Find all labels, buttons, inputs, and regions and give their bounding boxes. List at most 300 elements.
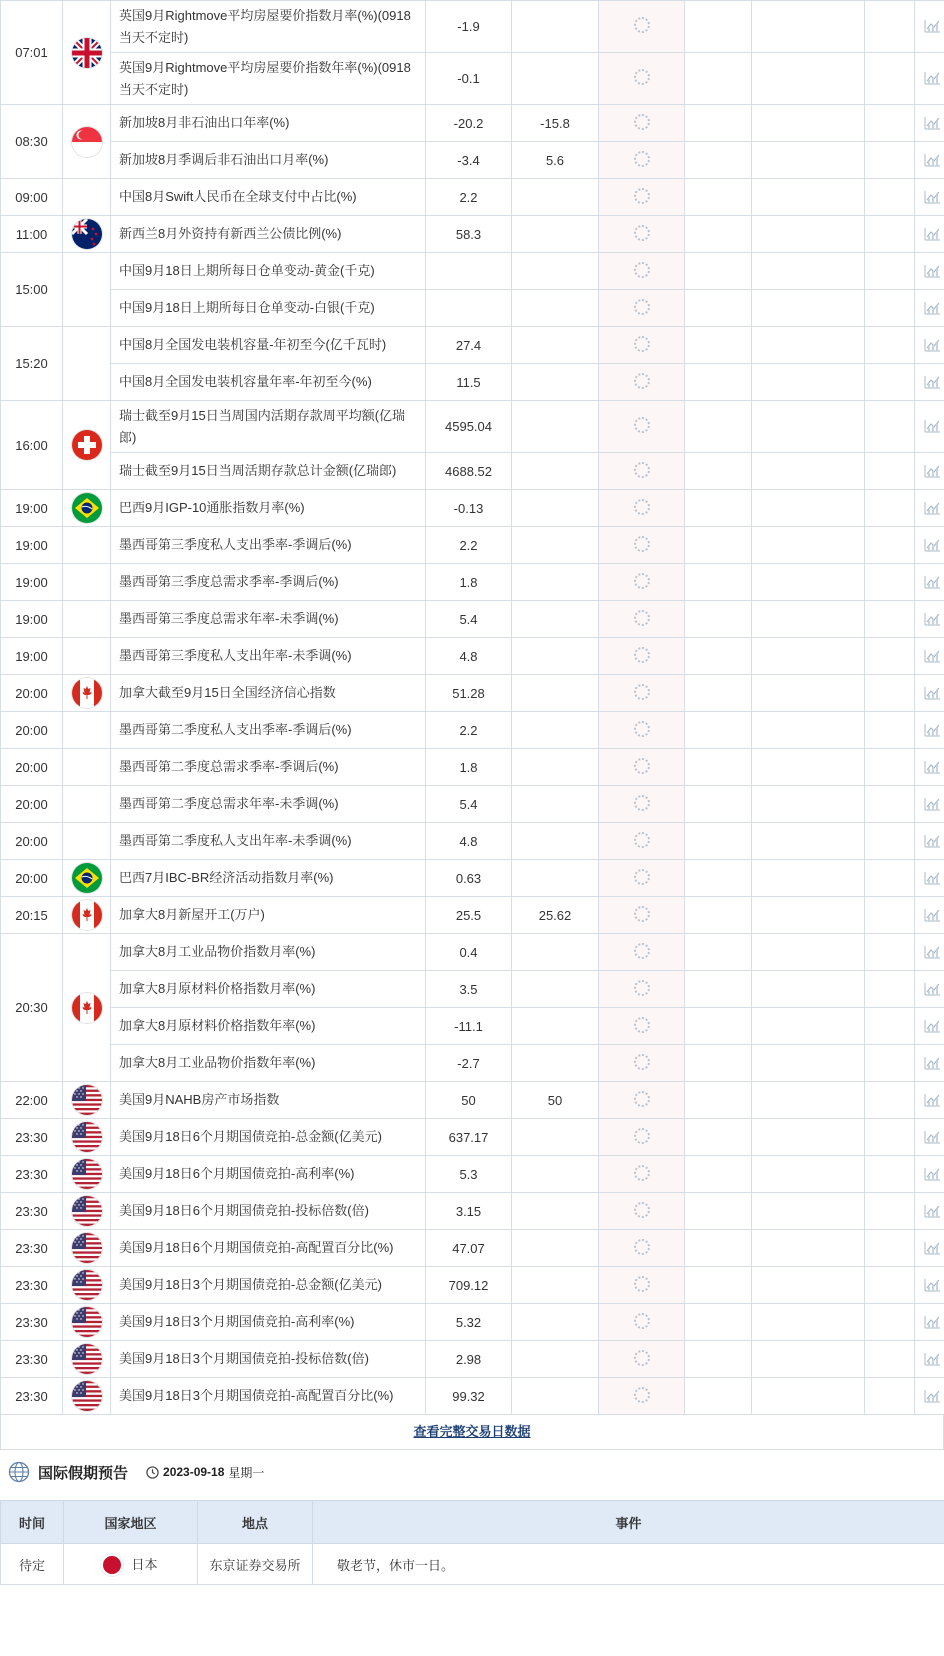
- event-row: [1, 453, 944, 490]
- event-time: 19:00: [1, 601, 63, 638]
- forecast-value: -15.8: [512, 105, 599, 142]
- previous-value: -2.7: [426, 1045, 512, 1082]
- new-zealand-flag-icon: [72, 219, 102, 249]
- country-flag-cell: [63, 897, 111, 934]
- interpretation-cell: [752, 1008, 865, 1045]
- chart-cell: [915, 1045, 944, 1082]
- chart-icon[interactable]: [923, 831, 941, 849]
- impact-cell: [685, 142, 752, 179]
- chart-icon[interactable]: [923, 16, 941, 34]
- impact-cell: [685, 712, 752, 749]
- interpretation-cell: [752, 490, 865, 527]
- indicator-name[interactable]: 墨西哥第三季度总需求年率-未季调(%): [111, 601, 426, 638]
- stars-cell: [865, 1304, 915, 1341]
- indicator-name[interactable]: 美国9月18日3个月期国债竞拍-投标倍数(倍): [111, 1341, 426, 1378]
- chart-cell: [915, 712, 944, 749]
- interpretation-cell: [752, 216, 865, 253]
- chart-icon[interactable]: [923, 1016, 941, 1034]
- country-flag-cell: [63, 823, 111, 860]
- chart-cell: [915, 453, 944, 490]
- loading-spinner-icon: [634, 795, 650, 811]
- country-flag-cell: [63, 327, 111, 401]
- indicator-name[interactable]: 中国8月全国发电装机容量年率-年初至今(%): [111, 364, 426, 401]
- chart-cell: [915, 53, 944, 105]
- previous-value: 1.8: [426, 749, 512, 786]
- impact-cell: [685, 290, 752, 327]
- loading-spinner-icon: [634, 610, 650, 626]
- actual-value-loading: [599, 712, 685, 749]
- forecast-value: [512, 601, 599, 638]
- chart-icon[interactable]: [923, 335, 941, 353]
- loading-spinner-icon: [634, 1350, 650, 1366]
- holiday-country-cell: [64, 1544, 198, 1585]
- country-flag-cell: [63, 179, 111, 216]
- chart-icon[interactable]: [923, 224, 941, 242]
- holiday-row: [1, 1544, 944, 1585]
- chart-icon[interactable]: [923, 1312, 941, 1330]
- impact-cell: [685, 179, 752, 216]
- chart-icon[interactable]: [923, 498, 941, 516]
- stars-cell: [865, 490, 915, 527]
- event-row: [1, 1119, 944, 1156]
- previous-value: 47.07: [426, 1230, 512, 1267]
- chart-cell: [915, 105, 944, 142]
- interpretation-cell: [752, 675, 865, 712]
- actual-value-loading: [599, 490, 685, 527]
- actual-value-loading: [599, 564, 685, 601]
- indicator-name[interactable]: 英国9月Rightmove平均房屋要价指数年率(%)(0918当天不定时): [111, 53, 426, 105]
- indicator-name[interactable]: 中国8月Swift人民币在全球支付中占比(%): [111, 179, 426, 216]
- chart-cell: [915, 1193, 944, 1230]
- actual-value-loading: [599, 786, 685, 823]
- previous-value: -0.1: [426, 53, 512, 105]
- stars-cell: [865, 327, 915, 364]
- usa-flag-icon: [72, 1270, 102, 1300]
- previous-value: -20.2: [426, 105, 512, 142]
- forecast-value: [512, 253, 599, 290]
- chart-cell: [915, 601, 944, 638]
- forecast-value: [512, 490, 599, 527]
- actual-value-loading: [599, 934, 685, 971]
- chart-icon[interactable]: [923, 572, 941, 590]
- impact-cell: [685, 1, 752, 53]
- chart-icon[interactable]: [923, 1386, 941, 1404]
- previous-value: 5.4: [426, 601, 512, 638]
- forecast-value: [512, 216, 599, 253]
- chart-cell: [915, 1082, 944, 1119]
- event-time: 23:30: [1, 1267, 63, 1304]
- indicator-name[interactable]: 墨西哥第二季度私人支出季率-季调后(%): [111, 712, 426, 749]
- actual-value-loading: [599, 601, 685, 638]
- event-row: [1, 1267, 944, 1304]
- interpretation-cell: [752, 1119, 865, 1156]
- stars-cell: [865, 601, 915, 638]
- indicator-name[interactable]: 加拿大8月原材料价格指数年率(%): [111, 1008, 426, 1045]
- brazil-flag-icon: [72, 493, 102, 523]
- forecast-value: [512, 1378, 599, 1415]
- impact-cell: [685, 1082, 752, 1119]
- impact-cell: [685, 1304, 752, 1341]
- forecast-value: [512, 327, 599, 364]
- chart-icon[interactable]: [923, 1127, 941, 1145]
- event-row: [1, 490, 944, 527]
- impact-cell: [685, 105, 752, 142]
- chart-icon[interactable]: [923, 261, 941, 279]
- indicator-name[interactable]: 美国9月18日3个月期国债竞拍-高利率(%): [111, 1304, 426, 1341]
- loading-spinner-icon: [634, 647, 650, 663]
- indicator-name[interactable]: 加拿大8月工业品物价指数年率(%): [111, 1045, 426, 1082]
- loading-spinner-icon: [634, 1239, 650, 1255]
- interpretation-cell: [752, 1193, 865, 1230]
- holiday-col-event: 事件: [313, 1501, 944, 1544]
- previous-value: -0.13: [426, 490, 512, 527]
- loading-spinner-icon: [634, 721, 650, 737]
- chart-icon[interactable]: [923, 1238, 941, 1256]
- loading-spinner-icon: [634, 980, 650, 996]
- indicator-name[interactable]: 美国9月18日6个月期国债竞拍-总金额(亿美元): [111, 1119, 426, 1156]
- impact-cell: [685, 364, 752, 401]
- forecast-value: [512, 290, 599, 327]
- chart-icon[interactable]: [923, 298, 941, 316]
- chart-cell: [915, 327, 944, 364]
- stars-cell: [865, 934, 915, 971]
- loading-spinner-icon: [634, 225, 650, 241]
- holiday-place: 东京证券交易所: [198, 1544, 313, 1585]
- event-time: 11:00: [1, 216, 63, 253]
- impact-cell: [685, 897, 752, 934]
- indicator-name[interactable]: 美国9月NAHB房产市场指数: [111, 1082, 426, 1119]
- country-flag-cell: [63, 216, 111, 253]
- previous-value: 3.5: [426, 971, 512, 1008]
- actual-value-loading: [599, 749, 685, 786]
- interpretation-cell: [752, 1082, 865, 1119]
- loading-spinner-icon: [634, 1165, 650, 1181]
- chart-cell: [915, 860, 944, 897]
- actual-value-loading: [599, 1, 685, 53]
- loading-spinner-icon: [634, 1017, 650, 1033]
- chart-icon[interactable]: [923, 150, 941, 168]
- forecast-value: [512, 1341, 599, 1378]
- stars-cell: [865, 638, 915, 675]
- actual-value-loading: [599, 253, 685, 290]
- chart-icon[interactable]: [923, 1201, 941, 1219]
- holiday-weekday: 星期一: [228, 1465, 265, 1480]
- actual-value-loading: [599, 897, 685, 934]
- country-flag-cell: [63, 860, 111, 897]
- chart-icon[interactable]: [923, 461, 941, 479]
- interpretation-cell: [752, 142, 865, 179]
- loading-spinner-icon: [634, 462, 650, 478]
- chart-cell: [915, 749, 944, 786]
- indicator-name[interactable]: 墨西哥第三季度私人支出年率-未季调(%): [111, 638, 426, 675]
- chart-icon[interactable]: [923, 1164, 941, 1182]
- country-flag-cell: [63, 1230, 111, 1267]
- stars-cell: [865, 564, 915, 601]
- indicator-name[interactable]: 美国9月18日3个月期国债竞拍-总金额(亿美元): [111, 1267, 426, 1304]
- country-flag-cell: [63, 712, 111, 749]
- interpretation-cell: [752, 749, 865, 786]
- indicator-name[interactable]: 墨西哥第三季度私人支出季率-季调后(%): [111, 527, 426, 564]
- chart-icon[interactable]: [923, 1053, 941, 1071]
- event-row: [1, 897, 944, 934]
- indicator-name[interactable]: 巴西7月IBC-BR经济活动指数月率(%): [111, 860, 426, 897]
- chart-cell: [915, 1378, 944, 1415]
- actual-value-loading: [599, 1193, 685, 1230]
- chart-icon[interactable]: [923, 1090, 941, 1108]
- indicator-name[interactable]: 巴西9月IGP-10通胀指数月率(%): [111, 490, 426, 527]
- forecast-value: [512, 1, 599, 53]
- impact-cell: [685, 1341, 752, 1378]
- more-data-row: [0, 1415, 944, 1450]
- indicator-name[interactable]: 墨西哥第二季度私人支出年率-未季调(%): [111, 823, 426, 860]
- loading-spinner-icon: [634, 1313, 650, 1329]
- country-flag-cell: [63, 1341, 111, 1378]
- chart-icon[interactable]: [923, 535, 941, 553]
- interpretation-cell: [752, 1, 865, 53]
- impact-cell: [685, 564, 752, 601]
- chart-icon[interactable]: [923, 720, 941, 738]
- event-row: [1, 105, 944, 142]
- interpretation-cell: [752, 601, 865, 638]
- indicator-name[interactable]: 加拿大8月新屋开工(万户): [111, 897, 426, 934]
- event-time: 20:00: [1, 823, 63, 860]
- indicator-name[interactable]: 加拿大8月工业品物价指数月率(%): [111, 934, 426, 971]
- country-flag-cell: [63, 564, 111, 601]
- actual-value-loading: [599, 105, 685, 142]
- forecast-value: [512, 527, 599, 564]
- interpretation-cell: [752, 860, 865, 897]
- indicator-name[interactable]: 瑞士截至9月15日当周国内活期存款周平均额(亿瑞郎): [111, 401, 426, 453]
- indicator-name[interactable]: 加拿大8月原材料价格指数月率(%): [111, 971, 426, 1008]
- interpretation-cell: [752, 453, 865, 490]
- loading-spinner-icon: [634, 336, 650, 352]
- loading-spinner-icon: [634, 1387, 650, 1403]
- previous-value: [426, 253, 512, 290]
- stars-cell: [865, 1082, 915, 1119]
- impact-cell: [685, 1008, 752, 1045]
- indicator-name[interactable]: 新加坡8月非石油出口年率(%): [111, 105, 426, 142]
- event-time: 09:00: [1, 179, 63, 216]
- event-time: 20:00: [1, 712, 63, 749]
- indicator-name[interactable]: 中国9月18日上期所每日仓单变动-黄金(千克): [111, 253, 426, 290]
- chart-cell: [915, 1119, 944, 1156]
- indicator-name[interactable]: 中国8月全国发电装机容量-年初至今(亿千瓦时): [111, 327, 426, 364]
- event-row: [1, 1378, 944, 1415]
- actual-value-loading: [599, 1304, 685, 1341]
- previous-value: -1.9: [426, 1, 512, 53]
- chart-cell: [915, 364, 944, 401]
- actual-value-loading: [599, 401, 685, 453]
- stars-cell: [865, 1045, 915, 1082]
- impact-cell: [685, 971, 752, 1008]
- event-time: 20:00: [1, 749, 63, 786]
- chart-icon[interactable]: [923, 757, 941, 775]
- chart-cell: [915, 897, 944, 934]
- previous-value: 25.5: [426, 897, 512, 934]
- previous-value: 5.32: [426, 1304, 512, 1341]
- forecast-value: [512, 712, 599, 749]
- interpretation-cell: [752, 179, 865, 216]
- chart-icon[interactable]: [923, 794, 941, 812]
- event-time: 20:00: [1, 786, 63, 823]
- indicator-name[interactable]: 墨西哥第二季度总需求季率-季调后(%): [111, 749, 426, 786]
- chart-icon[interactable]: [923, 187, 941, 205]
- loading-spinner-icon: [634, 188, 650, 204]
- impact-cell: [685, 527, 752, 564]
- interpretation-cell: [752, 1156, 865, 1193]
- actual-value-loading: [599, 327, 685, 364]
- interpretation-cell: [752, 712, 865, 749]
- forecast-value: [512, 860, 599, 897]
- interpretation-cell: [752, 1045, 865, 1082]
- indicator-name[interactable]: 美国9月18日6个月期国债竞拍-投标倍数(倍): [111, 1193, 426, 1230]
- event-time: 15:20: [1, 327, 63, 401]
- chart-icon[interactable]: [923, 905, 941, 923]
- forecast-value: [512, 1119, 599, 1156]
- country-flag-cell: [63, 934, 111, 1082]
- indicator-name[interactable]: 加拿大截至9月15日全国经济信心指数: [111, 675, 426, 712]
- event-row: [1, 1341, 944, 1378]
- impact-cell: [685, 1119, 752, 1156]
- impact-cell: [685, 1156, 752, 1193]
- chart-cell: [915, 401, 944, 453]
- event-time: 23:30: [1, 1378, 63, 1415]
- loading-spinner-icon: [634, 758, 650, 774]
- actual-value-loading: [599, 1156, 685, 1193]
- event-row: [1, 601, 944, 638]
- previous-value: 637.17: [426, 1119, 512, 1156]
- forecast-value: 50: [512, 1082, 599, 1119]
- indicator-name[interactable]: 英国9月Rightmove平均房屋要价指数月率(%)(0918当天不定时): [111, 1, 426, 53]
- previous-value: 27.4: [426, 327, 512, 364]
- singapore-flag-icon: [72, 127, 102, 157]
- event-time: 08:30: [1, 105, 63, 179]
- event-row: [1, 860, 944, 897]
- chart-cell: [915, 786, 944, 823]
- stars-cell: [865, 749, 915, 786]
- holiday-section-header: [0, 1452, 944, 1492]
- stars-cell: [865, 897, 915, 934]
- chart-cell: [915, 971, 944, 1008]
- impact-cell: [685, 1045, 752, 1082]
- chart-cell: [915, 1267, 944, 1304]
- loading-spinner-icon: [634, 869, 650, 885]
- chart-icon[interactable]: [923, 1275, 941, 1293]
- indicator-name[interactable]: 美国9月18日6个月期国债竞拍-高利率(%): [111, 1156, 426, 1193]
- forecast-value: [512, 638, 599, 675]
- chart-icon[interactable]: [923, 372, 941, 390]
- impact-cell: [685, 1378, 752, 1415]
- indicator-name[interactable]: 美国9月18日3个月期国债竞拍-高配置百分比(%): [111, 1378, 426, 1415]
- actual-value-loading: [599, 527, 685, 564]
- indicator-name[interactable]: 中国9月18日上期所每日仓单变动-白银(千克): [111, 290, 426, 327]
- loading-spinner-icon: [634, 1276, 650, 1292]
- event-row: [1, 1230, 944, 1267]
- chart-cell: [915, 675, 944, 712]
- indicator-name[interactable]: 美国9月18日6个月期国债竞拍-高配置百分比(%): [111, 1230, 426, 1267]
- chart-icon[interactable]: [923, 868, 941, 886]
- indicator-name[interactable]: 新西兰8月外资持有新西兰公债比例(%): [111, 216, 426, 253]
- country-flag-cell: [63, 490, 111, 527]
- holiday-col-country: 国家地区: [64, 1501, 198, 1544]
- impact-cell: [685, 823, 752, 860]
- chart-icon[interactable]: [923, 609, 941, 627]
- previous-value: -3.4: [426, 142, 512, 179]
- chart-icon[interactable]: [923, 113, 941, 131]
- view-full-data-link[interactable]: 查看完整交易日数据: [413, 1424, 531, 1439]
- usa-flag-icon: [72, 1122, 102, 1152]
- stars-cell: [865, 971, 915, 1008]
- forecast-value: [512, 364, 599, 401]
- chart-cell: [915, 1008, 944, 1045]
- loading-spinner-icon: [634, 17, 650, 33]
- country-flag-cell: [63, 1119, 111, 1156]
- chart-cell: [915, 1156, 944, 1193]
- chart-icon[interactable]: [923, 416, 941, 434]
- interpretation-cell: [752, 527, 865, 564]
- loading-spinner-icon: [634, 151, 650, 167]
- forecast-value: [512, 453, 599, 490]
- previous-value: 11.5: [426, 364, 512, 401]
- actual-value-loading: [599, 1119, 685, 1156]
- indicator-name[interactable]: 瑞士截至9月15日当周活期存款总计金额(亿瑞郎): [111, 453, 426, 490]
- impact-cell: [685, 860, 752, 897]
- previous-value: 99.32: [426, 1378, 512, 1415]
- indicator-name[interactable]: 墨西哥第三季度总需求季率-季调后(%): [111, 564, 426, 601]
- chart-icon[interactable]: [923, 683, 941, 701]
- indicator-name[interactable]: 新加坡8月季调后非石油出口月率(%): [111, 142, 426, 179]
- event-row: [1, 290, 944, 327]
- event-row: [1, 823, 944, 860]
- interpretation-cell: [752, 897, 865, 934]
- interpretation-cell: [752, 638, 865, 675]
- forecast-value: [512, 1008, 599, 1045]
- loading-spinner-icon: [634, 114, 650, 130]
- chart-icon[interactable]: [923, 1349, 941, 1367]
- usa-flag-icon: [72, 1307, 102, 1337]
- chart-icon[interactable]: [923, 979, 941, 997]
- country-flag-cell: [63, 253, 111, 327]
- interpretation-cell: [752, 364, 865, 401]
- event-row: [1, 179, 944, 216]
- chart-icon[interactable]: [923, 68, 941, 86]
- chart-cell: [915, 934, 944, 971]
- usa-flag-icon: [72, 1085, 102, 1115]
- event-row: [1, 675, 944, 712]
- impact-cell: [685, 253, 752, 290]
- previous-value: 4.8: [426, 823, 512, 860]
- chart-icon[interactable]: [923, 646, 941, 664]
- forecast-value: [512, 179, 599, 216]
- stars-cell: [865, 364, 915, 401]
- impact-cell: [685, 490, 752, 527]
- event-time: 20:30: [1, 934, 63, 1082]
- forecast-value: [512, 823, 599, 860]
- actual-value-loading: [599, 823, 685, 860]
- event-row: [1, 1156, 944, 1193]
- actual-value-loading: [599, 142, 685, 179]
- stars-cell: [865, 253, 915, 290]
- impact-cell: [685, 1193, 752, 1230]
- holiday-section-title: 国际假期预告: [38, 1464, 129, 1482]
- actual-value-loading: [599, 1378, 685, 1415]
- loading-spinner-icon: [634, 373, 650, 389]
- chart-icon[interactable]: [923, 942, 941, 960]
- loading-spinner-icon: [634, 832, 650, 848]
- interpretation-cell: [752, 564, 865, 601]
- indicator-name[interactable]: 墨西哥第二季度总需求年率-未季调(%): [111, 786, 426, 823]
- chart-cell: [915, 253, 944, 290]
